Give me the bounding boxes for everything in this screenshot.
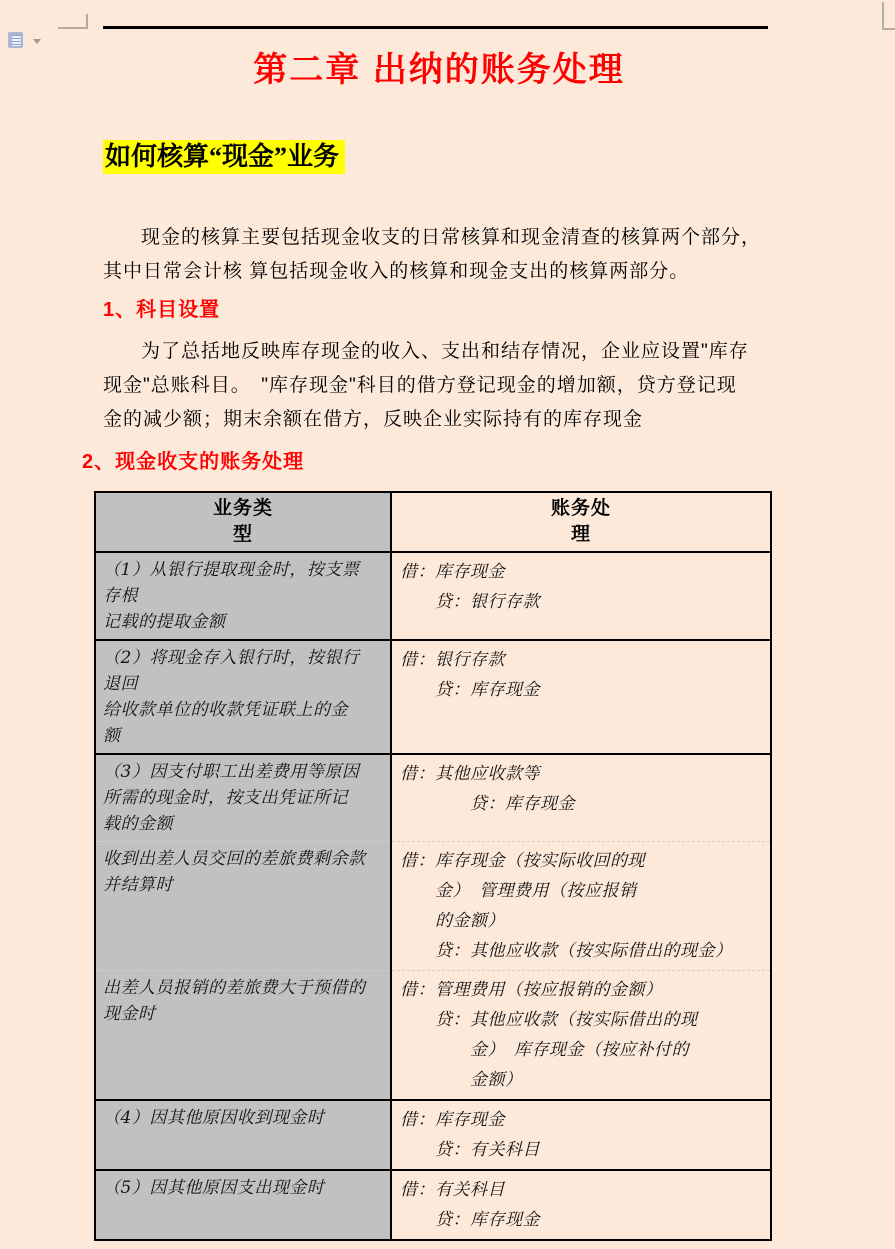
business-type-cell bbox=[95, 842, 391, 971]
text-line: 记载的提取金额 bbox=[103, 612, 226, 632]
text-line: 的金额） bbox=[400, 911, 505, 931]
table-body bbox=[95, 552, 771, 1240]
text-line: 收到出差人员交回的差旅费剩余款 bbox=[103, 849, 366, 869]
text-line: 退回 bbox=[103, 674, 138, 694]
text-line: 现金的核算主要包括现金收支的日常核算和现金清查的核算两个部分， bbox=[141, 227, 762, 248]
page-margin-mark-top-left bbox=[58, 27, 88, 29]
text-line: 借：管理费用（按应报销的金额） bbox=[400, 980, 663, 1000]
page-margin-mark-top-left bbox=[86, 14, 88, 29]
text-line: 贷：其他应收款（按实际借出的现金） bbox=[400, 941, 733, 961]
business-type-cell bbox=[95, 1100, 391, 1170]
business-type-cell bbox=[95, 754, 391, 842]
table-row bbox=[95, 754, 771, 842]
accounting-entry-cell bbox=[391, 754, 771, 842]
header-line: 业务类 bbox=[212, 498, 273, 519]
accounting-table bbox=[94, 491, 772, 1241]
text-line: 贷：库存现金 bbox=[400, 680, 540, 700]
business-type-cell bbox=[95, 1170, 391, 1240]
body-paragraph-1 bbox=[103, 335, 775, 437]
accounting-entry-cell bbox=[391, 552, 771, 640]
business-type-cell bbox=[95, 971, 391, 1101]
col-header-business-type bbox=[95, 492, 391, 552]
text-line: 借：库存现金 bbox=[400, 1110, 505, 1130]
text-line: 贷：有关科目 bbox=[400, 1140, 540, 1160]
text-line: （4）因其他原因收到现金时 bbox=[103, 1108, 325, 1128]
text-line: 金额） bbox=[400, 1070, 523, 1090]
text-line: 借：库存现金（按实际收回的现 bbox=[400, 851, 645, 871]
text-line: 借：银行存款 bbox=[400, 650, 505, 670]
table-row bbox=[95, 1170, 771, 1240]
text-line: 并结算时 bbox=[103, 875, 173, 895]
text-line: 金的减少额；期末余额在借方，反映企业实际持有的库存现金 bbox=[103, 409, 644, 430]
accounting-entry-cell bbox=[391, 1100, 771, 1170]
intro-paragraph bbox=[103, 221, 775, 289]
text-line: （5）因其他原因支出现金时 bbox=[103, 1178, 325, 1198]
highlight-heading-row bbox=[103, 140, 775, 175]
page-margin-mark-top-right bbox=[882, 28, 895, 30]
text-line: 其中日常会计核 算包括现金收入的核算和现金支出的核算两部分。 bbox=[103, 261, 690, 282]
table-row bbox=[95, 971, 771, 1101]
page-margin-mark-top-right bbox=[882, 2, 884, 30]
text-line: 载的金额 bbox=[103, 814, 173, 834]
text-line: 为了总括地反映库存现金的收入、支出和结存情况，企业应设置"库存 bbox=[141, 341, 749, 362]
col-header-accounting-treatment bbox=[391, 492, 771, 552]
text-line: 借：其他应收款等 bbox=[400, 764, 540, 784]
subheading-1: 1、科目设置 bbox=[103, 299, 221, 321]
accounting-entry-cell bbox=[391, 640, 771, 754]
chapter-title: 第二章 出纳的账务处理 bbox=[253, 51, 625, 89]
business-type-cell bbox=[95, 552, 391, 640]
text-line: 贷：其他应收款（按实际借出的现 bbox=[400, 1010, 698, 1030]
header-line: 型 bbox=[232, 524, 253, 545]
text-line: 出差人员报销的差旅费大于预借的 bbox=[103, 978, 366, 998]
highlight-heading: 如何核算“现金”业务 bbox=[103, 140, 345, 174]
paste-options-button[interactable] bbox=[7, 32, 41, 50]
document-content bbox=[82, 0, 775, 1241]
text-line: 借：库存现金 bbox=[400, 562, 505, 582]
clipboard-icon bbox=[8, 32, 23, 48]
text-line: 金） 管理费用（按应报销 bbox=[400, 881, 637, 901]
table-row bbox=[95, 1100, 771, 1170]
table-row bbox=[95, 640, 771, 754]
header-line: 理 bbox=[570, 524, 591, 545]
text-line: 存根 bbox=[103, 586, 138, 606]
business-type-cell bbox=[95, 640, 391, 754]
text-line: （1）从银行提取现金时，按支票 bbox=[103, 560, 360, 580]
text-line: 给收款单位的收款凭证联上的金 bbox=[103, 700, 348, 720]
table-row bbox=[95, 842, 771, 971]
accounting-entry-cell bbox=[391, 1170, 771, 1240]
text-line: 额 bbox=[103, 726, 121, 746]
text-line: 贷：库存现金 bbox=[400, 794, 575, 814]
text-line: （3）因支付职工出差费用等原因 bbox=[103, 762, 360, 782]
accounting-entry-cell bbox=[391, 842, 771, 971]
text-line: 借：有关科目 bbox=[400, 1180, 505, 1200]
text-line: （2）将现金存入银行时，按银行 bbox=[103, 648, 360, 668]
text-line: 贷：银行存款 bbox=[400, 592, 540, 612]
table-header-row bbox=[95, 492, 771, 552]
header-line: 账务处 bbox=[550, 498, 611, 519]
chevron-down-icon[interactable] bbox=[33, 39, 41, 44]
table-row bbox=[95, 552, 771, 640]
text-line: 所需的现金时，按支出凭证所记 bbox=[103, 788, 348, 808]
text-line: 贷：库存现金 bbox=[400, 1210, 540, 1230]
text-line: 金） 库存现金（按应补付的 bbox=[400, 1040, 689, 1060]
accounting-entry-cell bbox=[391, 971, 771, 1101]
text-line: 现金"总账科目。 "库存现金"科目的借方登记现金的增加额，贷方登记现 bbox=[103, 375, 737, 396]
text-line: 现金时 bbox=[103, 1004, 156, 1024]
subheading-2: 2、现金收支的账务处理 bbox=[82, 451, 305, 473]
